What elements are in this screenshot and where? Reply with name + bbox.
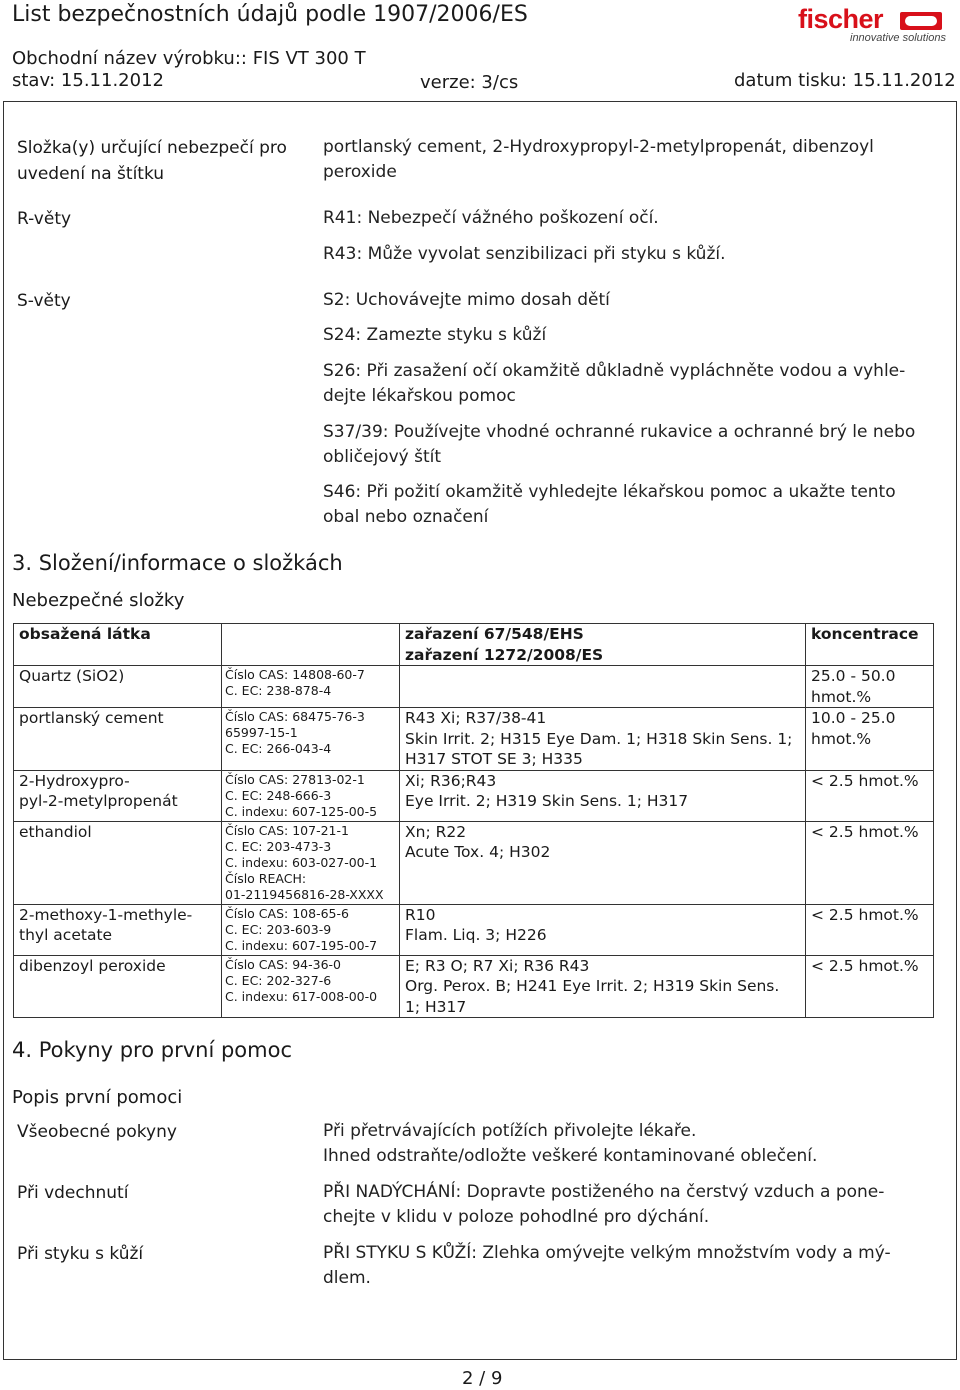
inhalation-line: chejte v klidu v poloze pohodlné pro dýchání. [323, 1207, 710, 1227]
substance-concentration [806, 666, 934, 708]
s-phrase-line: S46: Při požití okamžitě vyhledejte lékařskou pomoc a ukažte tento [323, 482, 896, 502]
cas-line: C. EC: 248-666-3 [225, 787, 332, 803]
hazard-components-label [17, 135, 287, 187]
table-row [14, 955, 934, 1018]
s-phrase [323, 420, 915, 470]
col-header-classification-1272: zařazení 1272/2008/ES [405, 645, 604, 664]
substance-classification [400, 821, 806, 904]
substance-name-line: Quartz (SiO2) [19, 667, 125, 685]
substance-name [14, 955, 222, 1018]
substance-classification [400, 904, 806, 955]
cas-line: C. indexu: 607-125-00-5 [225, 803, 378, 819]
inhalation-label: Při vdechnutí [17, 1183, 129, 1203]
inhalation-text [323, 1180, 884, 1230]
substance-name-line: portlanský cement [19, 709, 164, 727]
status-date: stav: 15.11.2012 [12, 70, 164, 91]
product-name-label: Obchodní název výrobku:: [12, 48, 253, 69]
classification-line: Xn; R22 [405, 822, 467, 841]
substance-name [14, 770, 222, 821]
classification-line: R43 Xi; R37/38-41 [405, 709, 547, 727]
general-advice-line: Ihned odstraňte/odložte veškeré kontaminované oblečení. [323, 1146, 818, 1166]
concentration-line: hmot.% [811, 729, 872, 748]
cas-line: C. EC: 203-603-9 [225, 921, 332, 937]
skin-contact-line: dlem. [323, 1268, 371, 1288]
cas-line: C. indexu: 607-195-00-7 [225, 937, 378, 953]
r-phrase: R43: Může vyvolat senzibilizaci při styku s kůží. [323, 244, 726, 264]
classification-line: Eye Irrit. 2; H319 Skin Sens. 1; H317 [405, 792, 689, 810]
product-name-line [12, 48, 366, 69]
table-row [14, 770, 934, 821]
substance-ids [222, 708, 400, 771]
substance-classification [400, 708, 806, 771]
col-header-classification [400, 624, 806, 666]
table-row [14, 904, 934, 955]
s-phrases-label: S-věty [17, 291, 71, 311]
concentration-line: hmot.% [811, 687, 872, 706]
page-number: 2 / 9 [462, 1368, 503, 1389]
substance-name [14, 821, 222, 904]
hazardous-components-table [13, 623, 934, 1018]
cas-line: Číslo REACH: [225, 870, 307, 886]
classification-line: H317 STOT SE 3; H335 [405, 750, 583, 768]
substance-name [14, 666, 222, 708]
substance-ids [222, 821, 400, 904]
s-phrase: S2: Uchovávejte mimo dosah dětí [323, 290, 610, 310]
classification-line: 1; H317 [405, 997, 467, 1016]
hazard-components-value-line: portlanský cement, 2-Hydroxypropyl-2-metylpropenát, dibenzoyl [323, 137, 874, 157]
s-phrase-line: S37/39: Používejte vhodné ochranné rukavice a ochranné brý le nebo [323, 422, 916, 442]
hazard-components-value-line: peroxide [323, 162, 397, 182]
substance-name-line: 2-Hydroxypro- [19, 771, 130, 790]
cas-line: C. indexu: 617-008-00-0 [225, 988, 378, 1004]
inhalation-line: PŘI NADÝCHÁNÍ: Dopravte postiženého na čerstvý vzduch a pone- [323, 1182, 885, 1202]
section-3-title: 3. Složení/informace o složkách [12, 551, 343, 575]
table-row [14, 666, 934, 708]
cas-line: C. EC: 203-473-3 [225, 838, 332, 854]
classification-line: Skin Irrit. 2; H315 Eye Dam. 1; H318 Skin Sens. 1; [405, 729, 793, 748]
substance-ids [222, 770, 400, 821]
classification-line: E; R3 O; R7 Xi; R36 R43 [405, 956, 590, 975]
print-date: datum tisku: 15.11.2012 [734, 70, 956, 91]
cas-line: 65997-15-1 [225, 725, 298, 740]
skin-contact-text [323, 1241, 891, 1291]
substance-name-line: pyl-2-metylpropenát [19, 792, 178, 810]
s-phrase-line: dejte lékařskou pomoc [323, 386, 516, 406]
cas-line: Číslo CAS: 68475-76-3 [225, 709, 365, 724]
logo-tagline: innovative solutions [850, 32, 947, 44]
substance-name-line: ethandiol [19, 822, 92, 841]
cas-line: C. indexu: 603-027-00-1 [225, 854, 378, 870]
col-header-concentration: koncentrace [806, 624, 934, 666]
section-4-subtitle: Popis první pomoci [12, 1087, 183, 1108]
hazard-components-label-line: Složka(y) určující nebezpečí pro [17, 138, 287, 158]
substance-concentration [806, 821, 934, 904]
concentration-line: < 2.5 hmot.% [811, 771, 919, 790]
cas-line: C. EC: 266-043-4 [225, 741, 332, 756]
s-phrase-line: obličejový štít [323, 447, 442, 467]
substance-concentration [806, 770, 934, 821]
cas-line: Číslo CAS: 108-65-6 [225, 905, 349, 921]
cas-line: Číslo CAS: 14808-60-7 [225, 667, 365, 682]
substance-ids [222, 666, 400, 708]
s-phrase: S24: Zamezte styku s kůží [323, 325, 547, 345]
substance-name [14, 904, 222, 955]
substance-classification [400, 770, 806, 821]
substance-name-line: 2-methoxy-1-methyle- [19, 905, 193, 924]
fischer-logo: fischer [798, 4, 884, 34]
col-header-classification-67548: zařazení 67/548/EHS [405, 625, 584, 643]
fischer-logo-badge-icon [900, 12, 942, 30]
substance-name-line: dibenzoyl peroxide [19, 956, 166, 975]
substance-concentration [806, 708, 934, 771]
cas-line: Číslo CAS: 107-21-1 [225, 822, 349, 838]
substance-name [14, 708, 222, 771]
cas-line: Číslo CAS: 94-36-0 [225, 956, 341, 972]
r-phrase: R41: Nebezpečí vážného poškození očí. [323, 208, 659, 228]
s-phrase-line: S26: Při zasažení očí okamžitě důkladně vypláchněte vodou a vyhle- [323, 361, 906, 381]
s-phrase [323, 359, 905, 409]
classification-line: R10 [405, 905, 436, 924]
col-header-substance: obsažená látka [14, 624, 222, 666]
cas-line: C. EC: 202-327-6 [225, 972, 332, 988]
classification-line: Flam. Liq. 3; H226 [405, 926, 547, 944]
cas-line: Číslo CAS: 27813-02-1 [225, 771, 365, 787]
substance-concentration [806, 904, 934, 955]
r-phrases-label: R-věty [17, 209, 72, 229]
substance-ids [222, 904, 400, 955]
substance-ids [222, 955, 400, 1018]
section-3-subtitle: Nebezpečné složky [12, 590, 185, 611]
version: verze: 3/cs [420, 72, 519, 93]
concentration-line: 10.0 - 25.0 [811, 709, 896, 727]
product-name-value: FIS VT 300 T [252, 48, 366, 69]
general-advice-text [323, 1119, 817, 1169]
general-advice-label: Všeobecné pokyny [17, 1122, 177, 1142]
s-phrase-line: obal nebo označení [323, 507, 489, 527]
substance-concentration [806, 955, 934, 1018]
concentration-line: < 2.5 hmot.% [811, 956, 919, 975]
hazard-components-value [323, 135, 874, 185]
concentration-line: < 2.5 hmot.% [811, 905, 919, 924]
substance-name-line: thyl acetate [19, 926, 113, 944]
skin-contact-line: PŘI STYKU S KŮŽÍ: Zlehka omývejte velkým množstvím vody a mý- [323, 1243, 891, 1263]
substance-classification [400, 955, 806, 1018]
document-title: List bezpečnostních údajů podle 1907/2006/ES [12, 2, 528, 27]
concentration-line: 25.0 - 50.0 [811, 667, 896, 685]
section-4-title: 4. Pokyny pro první pomoc [12, 1038, 292, 1062]
table-row [14, 708, 934, 771]
table-row [14, 821, 934, 904]
skin-contact-label: Při styku s kůží [17, 1244, 144, 1264]
cas-line: C. EC: 238-878-4 [225, 683, 332, 698]
classification-line: Acute Tox. 4; H302 [405, 843, 551, 861]
substance-classification [400, 666, 806, 708]
cas-line: 01-2119456816-28-XXXX [225, 886, 384, 902]
hazard-components-label-line: uvedení na štítku [17, 164, 165, 184]
table-header-row [14, 624, 934, 666]
classification-line: Org. Perox. B; H241 Eye Irrit. 2; H319 Skin Sens. [405, 977, 780, 995]
classification-line: Xi; R36;R43 [405, 771, 497, 790]
general-advice-line: Při přetrvávajících potížích přivolejte lékaře. [323, 1121, 697, 1141]
s-phrase [323, 480, 896, 530]
concentration-line: < 2.5 hmot.% [811, 822, 919, 841]
col-header-ids [222, 624, 400, 666]
